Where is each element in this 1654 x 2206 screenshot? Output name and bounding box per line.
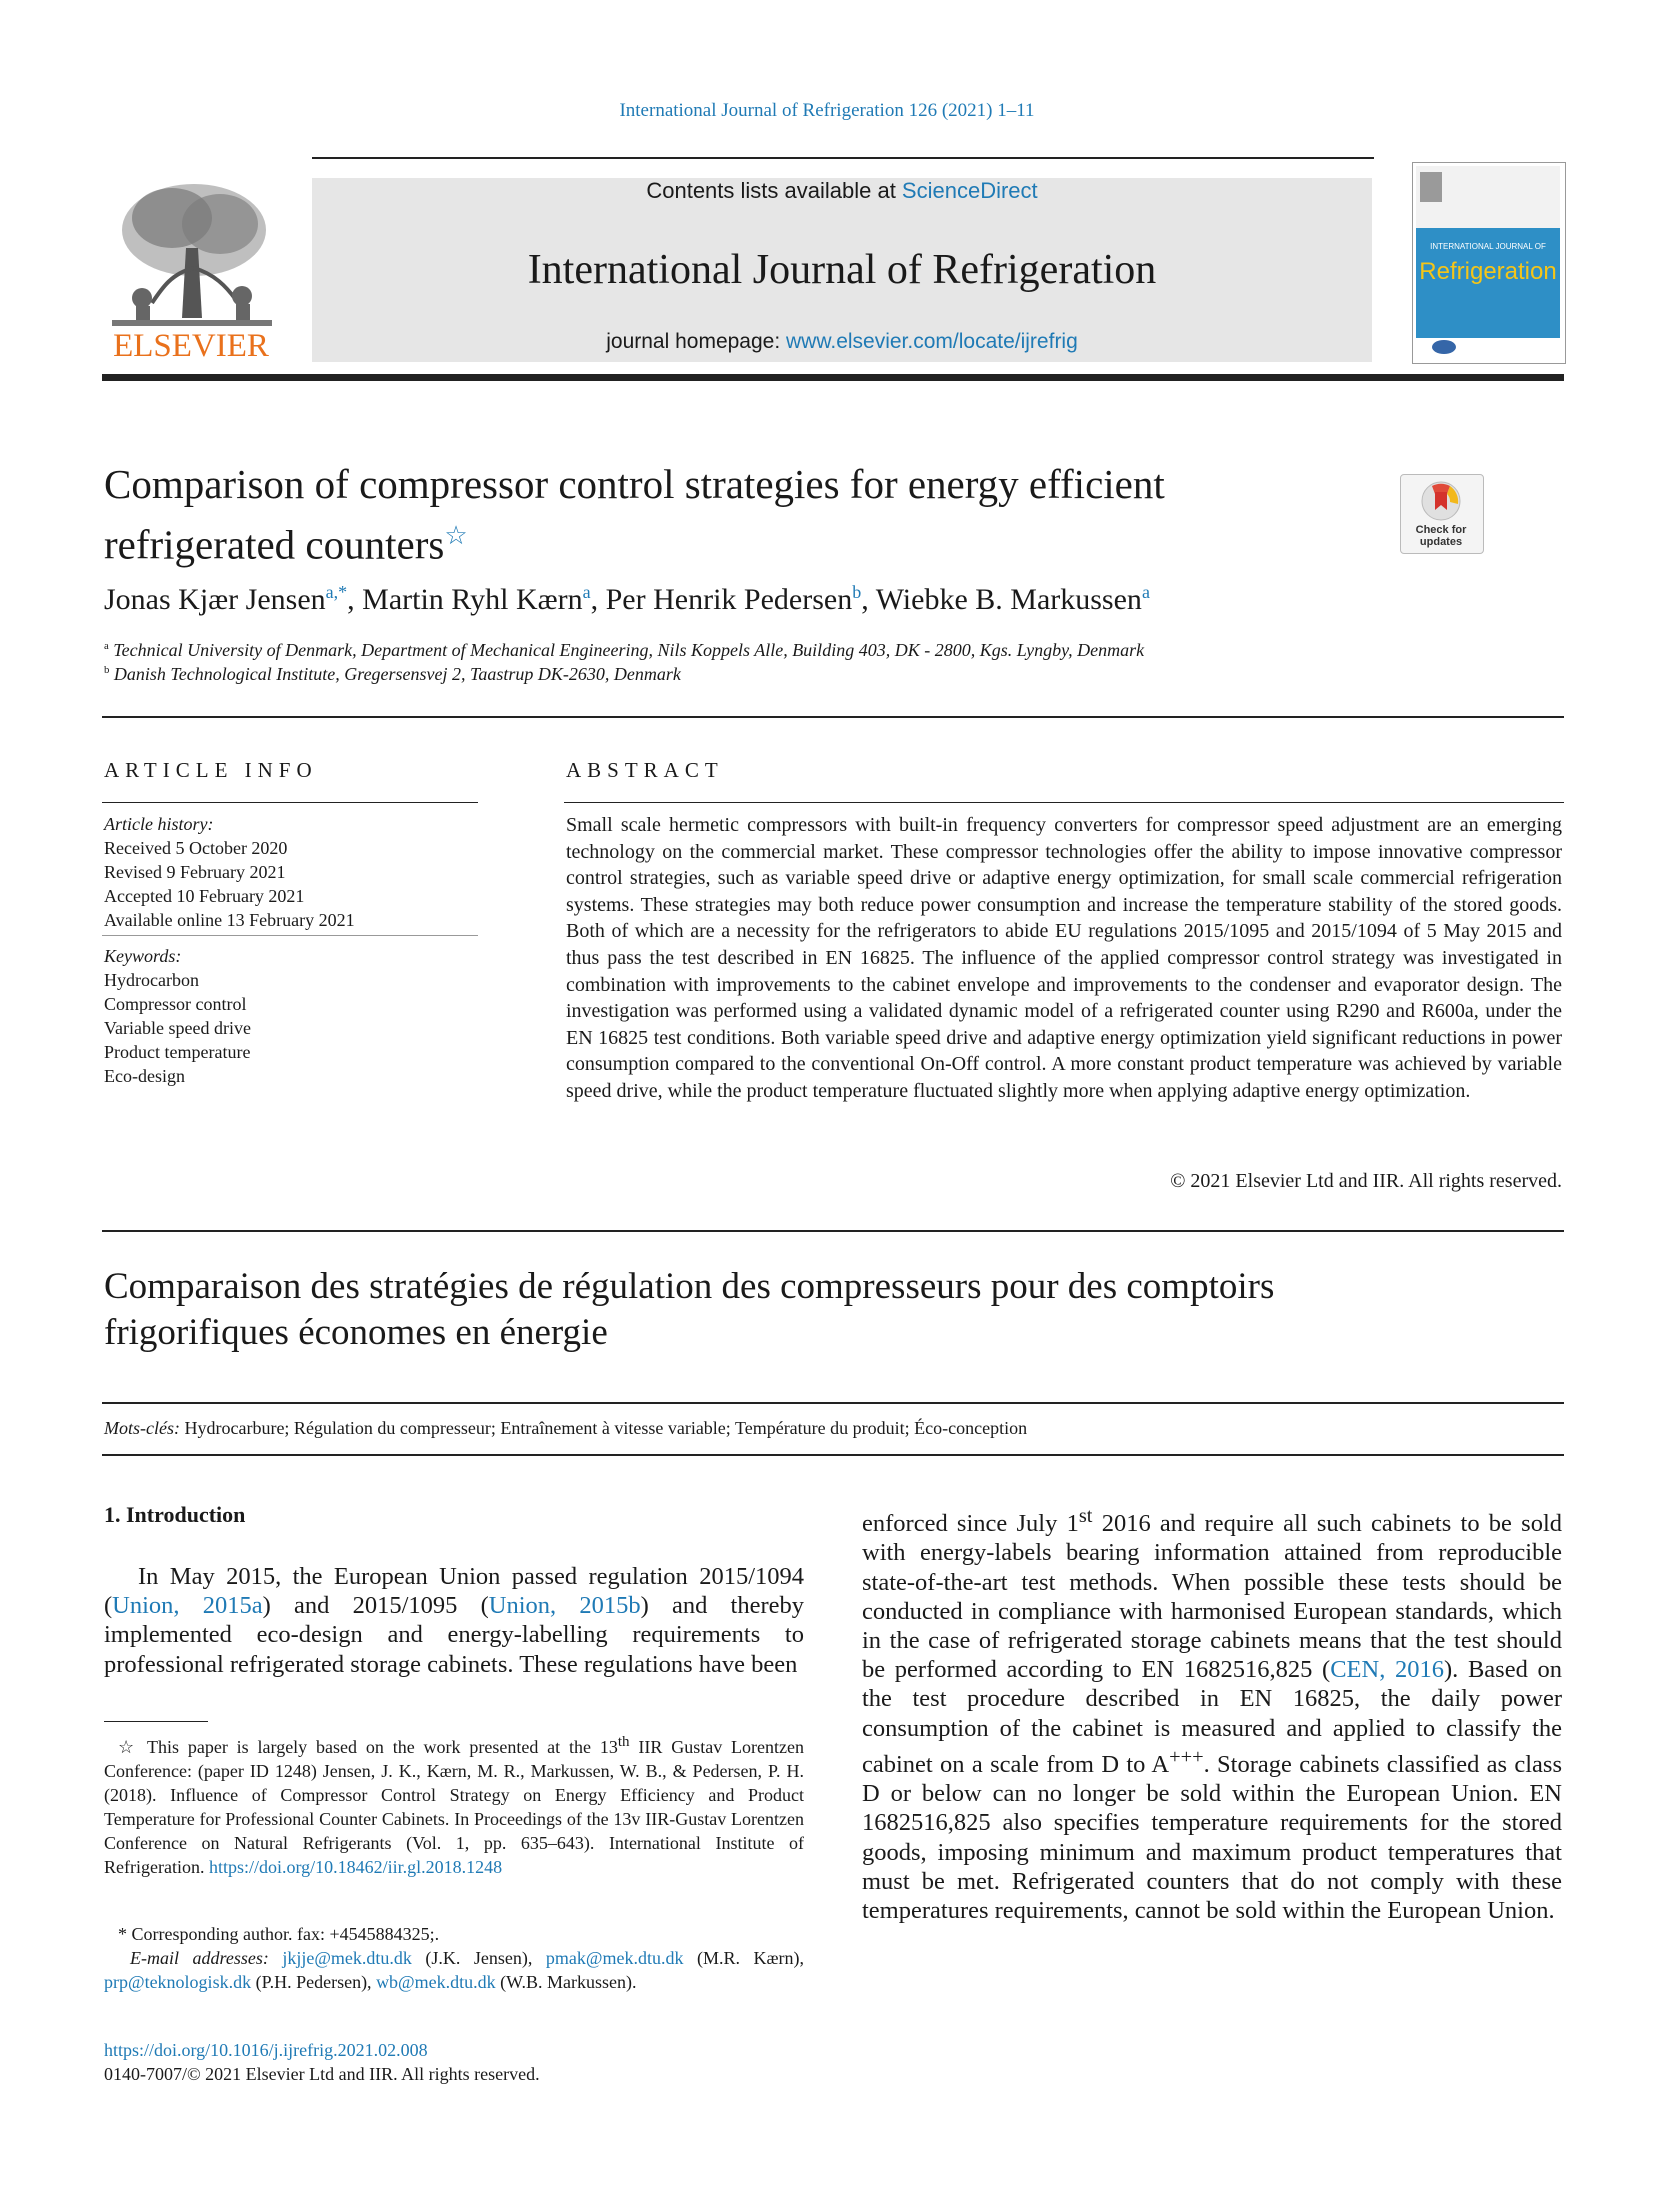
keyword-item: Hydrocarbon xyxy=(104,970,199,990)
running-head[interactable]: International Journal of Refrigeration 126 (2021) 1–11 xyxy=(619,100,1035,121)
email-link[interactable]: pmak@mek.dtu.dk xyxy=(545,1948,684,1968)
email-link[interactable]: prp@teknologisk.dk xyxy=(104,1972,252,1992)
rule-after-abstract xyxy=(102,1230,1564,1232)
email-owner: (P.H. Pedersen), xyxy=(251,1972,377,1992)
email-link[interactable]: jkjje@mek.dtu.dk xyxy=(282,1948,412,1968)
keyword-item: Variable speed drive xyxy=(104,1018,251,1038)
footnote-text: IIR Gustav Lorentzen Conference: (paper ID 1248) Jensen, J. K., Kærn, M. R., Markussen, W. B., & Pedersen, P. H. (2018). Influence of Compressor Control Strategy on Energy Efficiency and Product Temperature for Professional Counter Cabinets. In Proceedings of the 13v IIR-Gustav Lorentzen Conference on Natural Refrigerants (Vol. 1, pp. 635–643). International Institute of Refrigeration. xyxy=(104,1737,805,1877)
keywords-block xyxy=(104,944,474,1088)
article-history xyxy=(104,812,474,932)
abstract-heading: ABSTRACT xyxy=(566,758,724,782)
intro-sup: st xyxy=(1078,1505,1093,1527)
footnote-star xyxy=(104,1730,804,1879)
citation-link[interactable]: CEN, 2016 xyxy=(1330,1656,1445,1684)
history-online: Available online 13 February 2021 xyxy=(104,910,355,930)
author-affil-mark[interactable]: b xyxy=(852,582,862,602)
history-label: Article history: xyxy=(104,814,214,834)
crossmark-line-1: Check for xyxy=(1415,524,1467,536)
footnote-text: Corresponding author. fax: +4545884325;. xyxy=(131,1924,440,1944)
affiliation-text: Danish Technological Institute, Gregersensvej 2, Taastrup DK-2630, Denmark xyxy=(113,664,681,684)
author-name: Wiebke B. Markussen xyxy=(875,583,1142,616)
author-affil-mark[interactable]: a,* xyxy=(325,582,348,602)
abstract-text: Small scale hermetic compressors with built-in frequency converters for compressor speed adjustment are an emerging technology on the commercial market. These compressor technologies offer the ability to impose innovative compressor control strategies, such as variable speed drive or adaptive energy optimization, for small scale commercial refrigeration systems. These strategies may both reduce power consumption and increase the temperature stability of the stored goods. Both of which are a necessity for the refrigerators to abide EU regulations 2015/1095 and 2015/1094 of 5 May 2015 and thus pass the test described in EN 16825. The influence of the applied compressor control strategy was investigated in combination with improvements to the cabinet envelope and improvements to the condenser and evaporator design. The investigation was performed using a validated dynamic model of a refrigerated counter using R290 and R600a, under the EN 16825 test conditions. Both variable speed drive and adaptive energy optimization yield significant reductions in power consumption compared to the conventional On-Off control. A more constant product temperature was achieved by variable speed drive, while the product temperature fluctuated slightly more when applying adaptive energy optimization. xyxy=(566,814,1562,1102)
email-label: E-mail addresses: xyxy=(130,1948,269,1968)
affiliation-mark: b xyxy=(104,664,110,676)
crossmark-line-2: updates xyxy=(1419,536,1463,548)
abstract-copyright: © 2021 Elsevier Ltd and IIR. All rights reserved. xyxy=(1170,1170,1562,1192)
doi-text[interactable]: https://doi.org/10.1016/j.ijrefrig.2021.02.008 xyxy=(104,2040,428,2060)
title-footnote-mark[interactable]: ☆ xyxy=(444,521,468,550)
elsevier-logo[interactable] xyxy=(102,178,280,368)
email-link[interactable]: wb@mek.dtu.dk xyxy=(376,1972,496,1992)
email-owner: (W.B. Markussen). xyxy=(495,1972,637,1992)
citation-link[interactable]: Union, 2015a xyxy=(112,1592,263,1620)
intro-text: . Storage cabinets classified as class D or below can no longer be sold within the European Union. EN 1682516,825 also specifies temperature requirements for the stored goods, imposing minimum and maximum product temperatures that must be met. Refrigerated counters that do not comply with these temperatures requirements, cannot be sold within the European Union. xyxy=(862,1750,1562,1924)
rule-after-mots-cles xyxy=(102,1454,1564,1456)
french-title-line-2: frigorifiques économes en énergie xyxy=(104,1312,608,1353)
footnote-text: This paper is largely based on the work presented at the 13 xyxy=(147,1737,618,1757)
intro-text: ) and 2015/1095 ( xyxy=(262,1592,489,1620)
homepage-prefix: journal homepage: xyxy=(606,330,787,353)
article-info-heading: ARTICLE INFO xyxy=(104,758,318,782)
homepage-link[interactable]: www.elsevier.com/locate/ijrefrig xyxy=(786,330,1078,353)
affiliation-b xyxy=(104,664,1504,685)
history-revised: Revised 9 February 2021 xyxy=(104,862,286,882)
keywords-rule xyxy=(102,935,478,936)
crossmark-icon xyxy=(1420,480,1462,522)
author-name: Per Henrik Pedersen xyxy=(605,583,853,616)
intro-heading: 1. Introduction xyxy=(104,1502,246,1527)
author-name: Jonas Kjær Jensen xyxy=(104,583,326,616)
homepage-line xyxy=(312,330,1372,354)
keyword-item: Compressor control xyxy=(104,994,247,1014)
title-line-1: Comparison of compressor control strategies for energy efficient xyxy=(104,461,1165,507)
abstract-rule xyxy=(564,802,1564,803)
header-rule-top xyxy=(312,157,1374,159)
french-title-line-1: Comparaison des stratégies de régulation des compresseurs pour des comptoirs xyxy=(104,1266,1275,1307)
footnote-sup: th xyxy=(617,1734,630,1750)
crossmark-text xyxy=(1400,524,1482,548)
contents-line xyxy=(312,178,1372,204)
french-title xyxy=(104,1264,1564,1356)
intro-text: ). Based on the test procedure described in EN 16825, the daily power consumption of the cabinet is measured and applied to classify the cabinet on a scale from D to A xyxy=(862,1656,1562,1778)
journal-banner xyxy=(312,178,1372,362)
contents-prefix: Contents lists available at xyxy=(646,178,902,203)
footnote-asterisk: * xyxy=(118,1924,132,1944)
footnote-emails xyxy=(104,1946,804,1994)
cover-iir-icon xyxy=(1432,340,1456,354)
cover-logo-icon xyxy=(1420,172,1442,202)
intro-text: 2016 and require all such cabinets to be sold with energy-labels bearing information attained from reproducible state-of-the-art test methods. When possible these tests should be conducted in compliance with harmonised European standards, which in the case of refrigerated storage cabinets means that the test should be performed according to EN 1682516,825 ( xyxy=(862,1510,1562,1684)
rule-after-affiliations xyxy=(102,716,1564,718)
keywords-label: Keywords: xyxy=(104,946,182,966)
footnote-rule xyxy=(104,1721,208,1722)
journal-name: International Journal of Refrigeration xyxy=(527,247,1157,293)
affiliation-mark: a xyxy=(104,640,109,652)
affiliation-a xyxy=(104,640,1504,661)
author-affil-mark[interactable]: a xyxy=(582,582,591,602)
intro-paragraph-2 xyxy=(862,1502,1562,1925)
cover-title: Refrigeration xyxy=(1419,258,1557,285)
intro-sup: +++ xyxy=(1169,1745,1204,1768)
email-owner: (J.K. Jensen), xyxy=(411,1948,546,1968)
mots-cles xyxy=(104,1418,1564,1439)
rule-before-mots-cles xyxy=(102,1402,1564,1404)
cover-subtitle: INTERNATIONAL JOURNAL OF xyxy=(1430,242,1546,251)
article-doi-link[interactable] xyxy=(104,2040,428,2061)
issn-line: 0140-7007/© 2021 Elsevier Ltd and IIR. All rights reserved. xyxy=(104,2064,540,2084)
intro-text: ) and thereby implemented eco-design and energy-labelling requirements to professional refrigerated storage cabinets. These regulations have been xyxy=(104,1592,805,1678)
sciencedirect-link[interactable]: ScienceDirect xyxy=(901,178,1038,203)
header-rule-thick xyxy=(102,374,1564,381)
footnote-star-mark: ☆ xyxy=(118,1737,148,1757)
mots-cles-label: Mots-clés: xyxy=(104,1418,180,1438)
mots-cles-list: Hydrocarbure; Régulation du compresseur; Entraînement à vitesse variable; Température du produit; Éco-conception xyxy=(179,1418,1028,1438)
article-info-rule xyxy=(102,802,478,803)
footnote-corresponding xyxy=(104,1922,804,1946)
journal-cover[interactable] xyxy=(1412,162,1564,362)
history-received: Received 5 October 2020 xyxy=(104,838,288,858)
article-title xyxy=(104,458,1334,571)
keyword-item: Eco-design xyxy=(104,1066,185,1086)
author-name: Martin Ryhl Kærn xyxy=(362,583,583,616)
affiliation-text: Technical University of Denmark, Department of Mechanical Engineering, Nils Koppels Alle, Building 403, DK - 2800, Kgs. Lyngby, Denmark xyxy=(113,640,1145,660)
author-list: Jonas Kjær Jensen$^{a,*}$, Martin Ryhl Kærn$^a$, Per Henrik Pedersen$^b$, Wiebke B. Markussen$^a$ xyxy=(104,582,1150,616)
footnote-doi-link[interactable]: https://doi.org/10.18462/iir.gl.2018.1248 xyxy=(208,1857,503,1877)
intro-text: In May 2015, the European Union passed regulation 2015/1094 ( xyxy=(104,1563,804,1620)
title-line-2: refrigerated counters xyxy=(104,521,445,568)
author-affil-mark[interactable]: a xyxy=(1141,582,1150,602)
check-for-updates-badge[interactable] xyxy=(1400,474,1484,554)
history-accepted: Accepted 10 February 2021 xyxy=(104,886,305,906)
email-owner: (M.R. Kærn), xyxy=(683,1948,805,1968)
citation-link[interactable]: Union, 2015b xyxy=(488,1592,641,1620)
intro-text: enforced since July 1 xyxy=(862,1510,1079,1538)
intro-paragraph-1 xyxy=(104,1562,804,1679)
keyword-item: Product temperature xyxy=(104,1042,251,1062)
elsevier-tree-icon xyxy=(102,178,280,328)
publisher-name: ELSEVIER xyxy=(113,328,269,364)
